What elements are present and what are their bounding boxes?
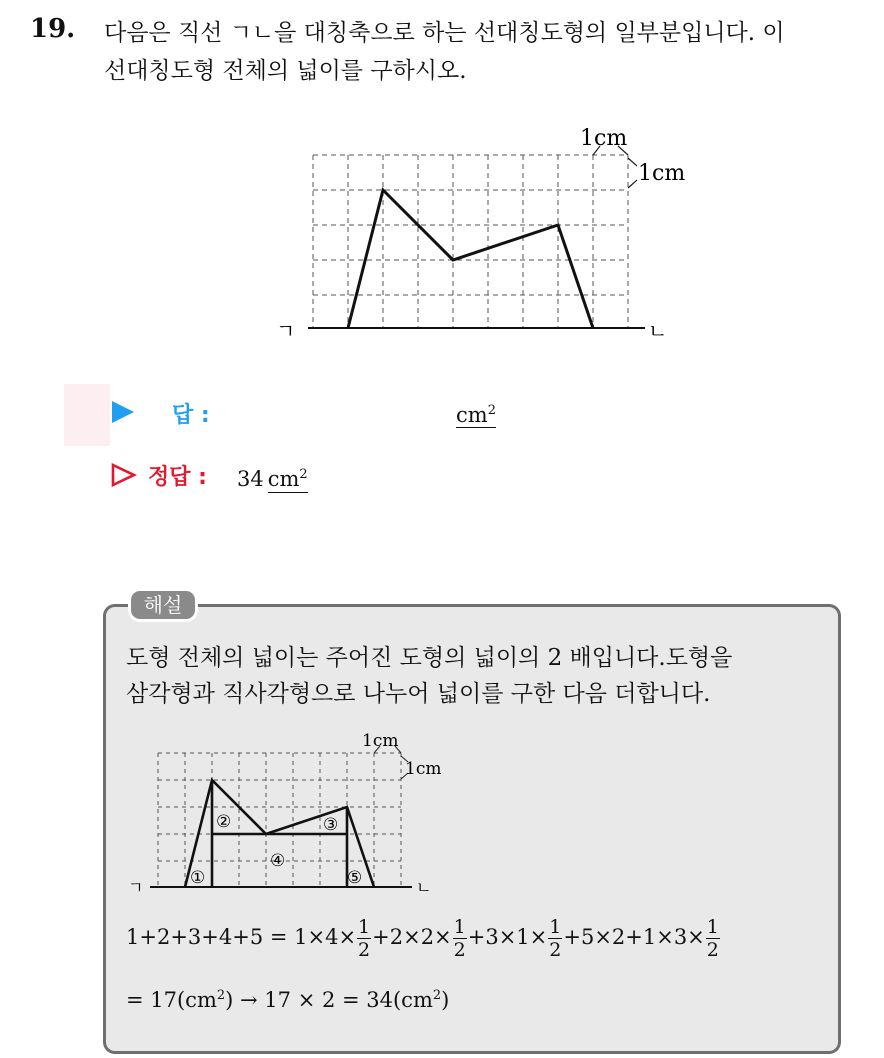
formula-term-3: +3×1×	[467, 925, 548, 949]
result-b: ) → 17 × 2 = 34(cm	[225, 988, 433, 1012]
solution-unit-right: 1cm	[405, 759, 442, 779]
axis-label-right: ㄴ	[648, 319, 668, 343]
unit-label-right: 1cm	[638, 161, 686, 186]
fraction-half	[706, 916, 720, 961]
solution-axis-label-left: ㄱ	[128, 878, 144, 897]
frac-den: 2	[358, 939, 371, 961]
unit-label-top: 1cm	[580, 126, 628, 151]
frac-num: 1	[358, 916, 371, 938]
answer-unit-exp: 2	[487, 403, 496, 418]
frac-num: 1	[453, 916, 466, 938]
solution-formula	[126, 916, 721, 961]
formula-term-4: +5×2+1×3×	[563, 925, 705, 949]
question-line-1: 다음은 직선 ㄱㄴ을 대칭축으로 하는 선대칭도형의 일부분입니다. 이	[104, 20, 785, 46]
frac-num: 1	[706, 916, 719, 938]
fraction-half	[453, 916, 467, 961]
question-number: 19.	[30, 14, 76, 44]
solution-line-2: 삼각형과 직사각형으로 나누어 넓이를 구한 다음 더합니다.	[126, 681, 711, 707]
fraction-half	[357, 916, 371, 961]
axis-label-left: ㄱ	[276, 319, 296, 343]
solution-axis-label-right: ㄴ	[416, 878, 432, 897]
correct-answer-label: 정답 :	[148, 465, 207, 490]
answer-unit: cm	[456, 403, 488, 427]
region-1-label: ①	[190, 868, 206, 888]
region-4-label: ④	[270, 851, 286, 871]
formula-term-2: +2×2×	[372, 925, 452, 949]
result-c: )	[441, 988, 450, 1012]
question-line-2: 선대칭도형 전체의 넓이를 구하시오.	[104, 58, 467, 84]
frac-num: 1	[549, 916, 562, 938]
frac-den: 2	[453, 939, 466, 961]
formula-lhs: 1+2+3+4+5 = 1×4×	[126, 925, 357, 949]
region-3-label: ③	[323, 815, 339, 835]
correct-value: 34	[237, 467, 264, 491]
solution-unit-top: 1cm	[362, 731, 399, 751]
frac-den: 2	[549, 939, 562, 961]
answer-label: 답 :	[172, 403, 210, 428]
correct-unit: cm	[267, 467, 300, 491]
result-exp-2: 2	[432, 988, 442, 1003]
result-a: = 17(cm	[126, 988, 217, 1012]
solution-tab: 해설	[128, 588, 198, 622]
region-2-label: ②	[216, 812, 232, 832]
frac-den: 2	[706, 939, 719, 961]
fraction-half	[548, 916, 562, 961]
result-exp: 2	[216, 988, 226, 1003]
solution-line-1: 도형 전체의 넓이는 주어진 도형의 넓이의 2 배입니다.도형을	[126, 645, 733, 671]
region-5-label: ⑤	[347, 868, 363, 888]
correct-unit-exp: 2	[299, 467, 308, 482]
solution-result	[126, 988, 449, 1012]
